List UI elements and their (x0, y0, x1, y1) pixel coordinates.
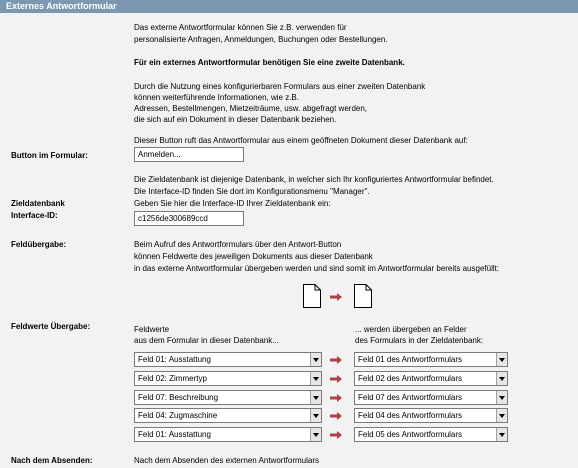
source-field-value: Feld 07: Beschreibung (138, 393, 219, 402)
source-field-value: Feld 01: Ausstattung (138, 430, 211, 439)
feldwerte-label: Feldwerte Übergabe: (11, 322, 91, 331)
source-field-select[interactable] (134, 371, 322, 386)
source-document-icon (303, 284, 321, 308)
right-column-header-2: des Formulars in der Zieldatenbank: (355, 336, 484, 345)
source-field-value: Feld 04: Zugmaschine (138, 411, 218, 420)
intro-text-4: können weiterführende Informationen, wie z.B. (134, 93, 299, 102)
button-description: Dieser Button ruft das Antwortformular aus einem geöffneten Dokument dieser Datenbank auf: (134, 136, 468, 145)
source-field-select[interactable] (134, 390, 322, 405)
target-field-value: Feld 04 des Antwortformulars (358, 411, 463, 420)
source-field-value: Feld 02: Zimmertyp (138, 374, 207, 383)
left-column-header-1: Feldwerte (134, 325, 170, 334)
interface-id-input[interactable]: c1256de300689ccd (134, 211, 244, 226)
target-document-icon (354, 284, 372, 308)
intro-text-5: Adressen, Bestellmengen, Mietzeiträume, usw. abgefragt werden, (134, 104, 368, 113)
mapping-arrow-icon (330, 412, 342, 420)
target-field-select[interactable] (354, 390, 508, 405)
zieldb-description-2: Die Interface-ID finden Sie dort im Konfigurationsmenu "Manager". (134, 187, 370, 196)
felduebergabe-label: Feldübergabe: (11, 240, 67, 249)
target-field-select[interactable] (354, 427, 508, 442)
chevron-down-icon[interactable] (496, 409, 507, 422)
target-field-value: Feld 01 des Antwortformulars (358, 355, 463, 364)
intro-text-6: die sich auf ein Dokument in dieser Datenbank beziehen. (134, 115, 337, 124)
absenden-description: Nach dem Absenden des externen Antwortformulars (134, 456, 319, 465)
source-field-select[interactable] (134, 352, 322, 367)
button-label: Button im Formular: (11, 151, 88, 160)
chevron-down-icon[interactable] (310, 372, 321, 385)
zieldb-description-1: Die Zieldatenbank ist diejenige Datenbank, in welcher sich Ihr konfiguriertes Antwortformular befindet. (134, 175, 494, 184)
right-column-header-1: ... werden übergeben an Felder (355, 325, 467, 334)
mapping-arrow-icon (330, 394, 342, 402)
chevron-down-icon[interactable] (496, 353, 507, 366)
left-column-header-2: aus dem Formular in dieser Datenbank... (134, 336, 279, 345)
felduebergabe-description-2: können Feldwerte des jeweiligen Dokuments aus dieser Datenbank (134, 252, 373, 261)
target-field-select[interactable] (354, 408, 508, 423)
mapping-arrow-icon (330, 356, 342, 364)
intro-bold-text: Für ein externes Antwortformular benötigen Sie eine zweite Datenbank. (134, 58, 405, 67)
source-field-select[interactable] (134, 408, 322, 423)
felduebergabe-description-1: Beim Aufruf des Antwortformulars über den Antwort-Button (134, 240, 342, 249)
target-field-value: Feld 07 des Antwortformulars (358, 393, 463, 402)
button-name-input[interactable]: Anmelden... (134, 147, 244, 162)
intro-text-3: Durch die Nutzung eines konfigurierbaren Formulars aus einer zweiten Datenbank (134, 82, 426, 91)
mapping-arrow-icon (330, 375, 342, 383)
target-field-select[interactable] (354, 371, 508, 386)
source-field-select[interactable] (134, 427, 322, 442)
interface-id-label: Interface-ID: (11, 211, 58, 220)
chevron-down-icon[interactable] (496, 391, 507, 404)
zieldb-description-3: Geben Sie hier die Interface-ID Ihrer Zieldatenbank ein: (134, 199, 331, 208)
page-title: Externes Antwortformular (0, 0, 578, 13)
source-field-value: Feld 01: Ausstattung (138, 355, 211, 364)
felduebergabe-description-3: in das externe Antwortformular übergeben werden und sind somit im Antwortformular bereits ausgefüllt: (134, 264, 500, 273)
zieldb-label: Zieldatenbank (11, 199, 65, 208)
transfer-arrow-icon (330, 293, 342, 301)
absenden-label: Nach dem Absenden: (11, 456, 93, 465)
chevron-down-icon[interactable] (310, 409, 321, 422)
chevron-down-icon[interactable] (310, 391, 321, 404)
chevron-down-icon[interactable] (496, 372, 507, 385)
chevron-down-icon[interactable] (310, 353, 321, 366)
chevron-down-icon[interactable] (310, 428, 321, 441)
target-field-value: Feld 05 des Antwortformulars (358, 430, 463, 439)
target-field-value: Feld 02 des Antwortformulars (358, 374, 463, 383)
intro-text-1: Das externe Antwortformular können Sie z.B. verwenden für (134, 23, 347, 32)
chevron-down-icon[interactable] (496, 428, 507, 441)
mapping-arrow-icon (330, 431, 342, 439)
target-field-select[interactable] (354, 352, 508, 367)
intro-text-2: personalisierte Anfragen, Anmeldungen, Buchungen oder Bestellungen. (134, 35, 388, 44)
